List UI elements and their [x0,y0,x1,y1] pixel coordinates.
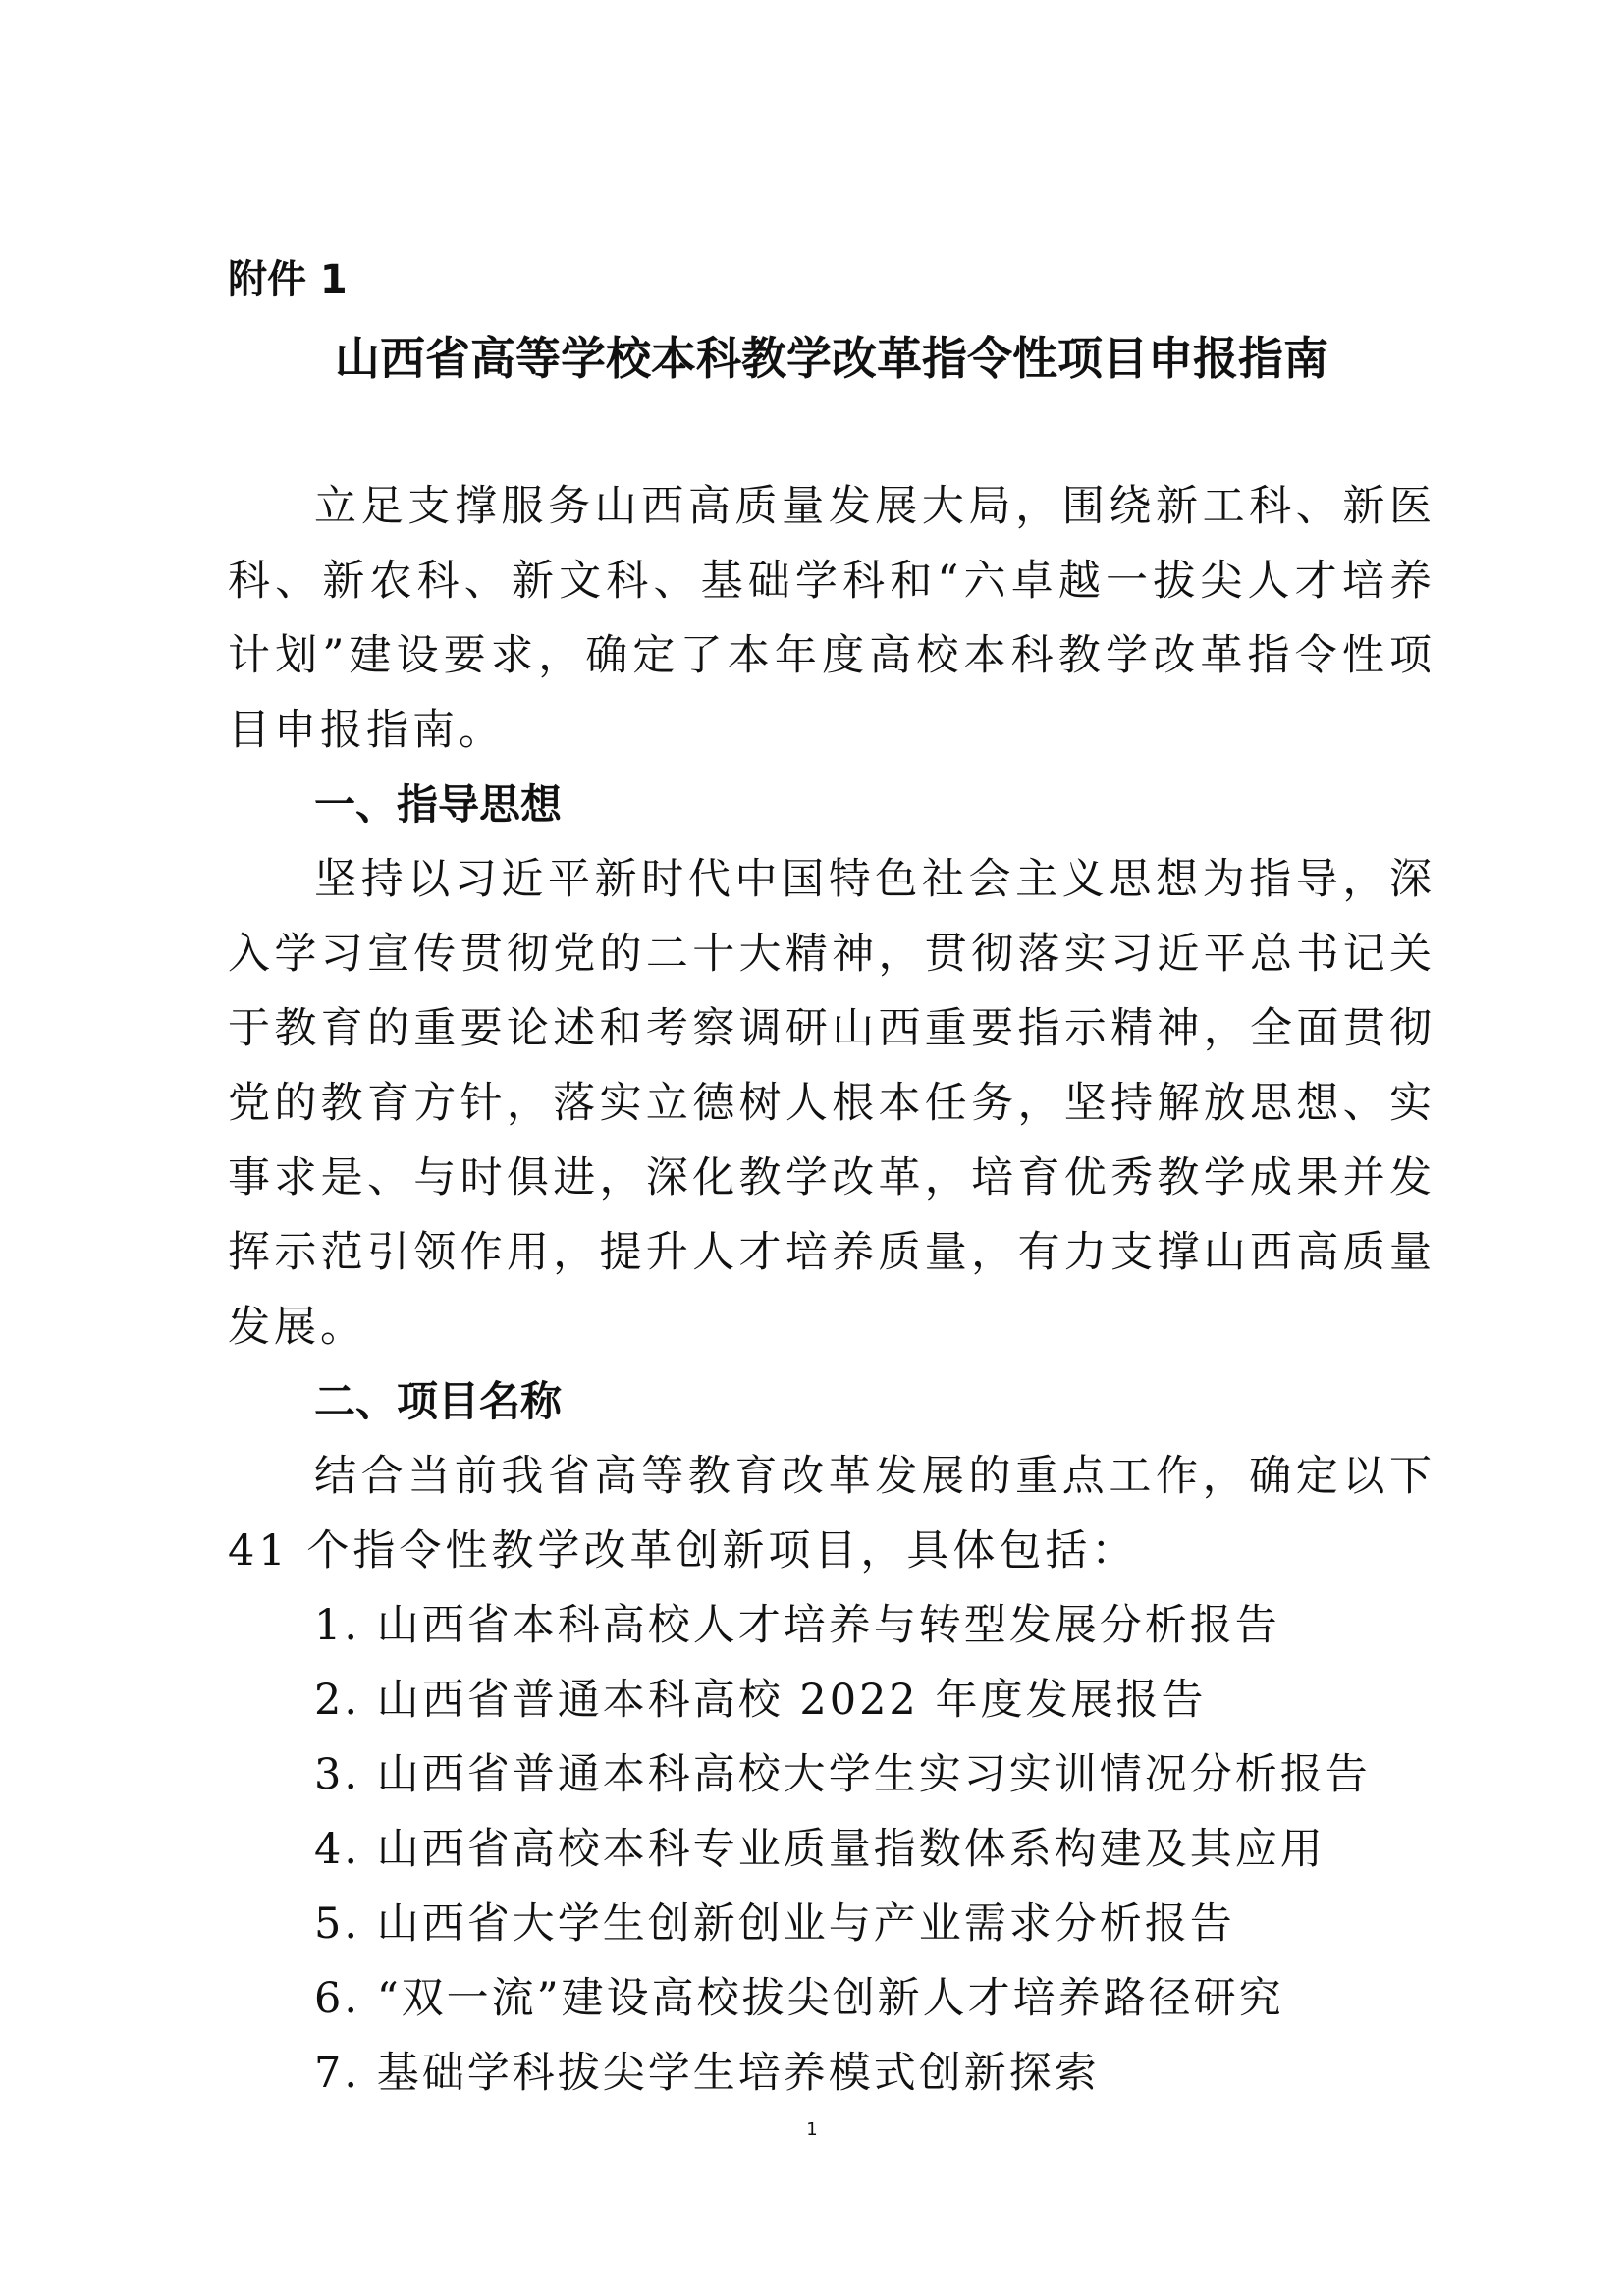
document-body [228,469,1435,2110]
list-item: 2. 山西省普通本科高校 2022 年度发展报告 [314,1676,1207,1725]
intro-paragraph: 立足支撑服务山西高质量发展大局，围绕新工科、新医科、新农科、新文科、基础学科和“六卓越一拔尖人才培养计划”建设要求，确定了本年度高校本科教学改革指令性项目申报指南。 [228,482,1435,755]
attachment-label: 附件 1 [228,257,348,302]
project-list [228,1588,1435,2110]
page-number: 1 [806,2119,818,2140]
list-item: 7. 基础学科拔尖学生培养模式创新探索 [314,2049,1100,2098]
list-item: 3. 山西省普通本科高校大学生实习实训情况分析报告 [314,1750,1371,1799]
list-item: 4. 山西省高校本科专业质量指数体系构建及其应用 [314,1825,1326,1874]
document-title: 山西省高等学校本科教学改革指令性项目申报指南 [335,332,1328,385]
guiding-ideology-paragraph: 坚持以习近平新时代中国特色社会主义思想为指导，深入学习宣传贯彻党的二十大精神，贯彻落实习近平总书记关于教育的重要论述和考察调研山西重要指示精神，全面贯彻党的教育方针，落实立德树人根本任务，坚持解放思想、实事求是、与时俱进，深化教学改革，培育优秀教学成果并发挥示范引领作用，提升人才培养质量，有力支撑山西高质量发展。 [228,855,1435,1352]
list-item: 6. “双一流”建设高校拔尖创新人才培养路径研究 [314,1974,1284,2023]
section-heading-project-names: 二、项目名称 [314,1377,563,1425]
list-item: 1. 山西省本科高校人才培养与转型发展分析报告 [314,1601,1280,1650]
section-heading-guiding-ideology: 一、指导思想 [314,780,563,828]
project-names-paragraph: 结合当前我省高等教育改革发展的重点工作，确定以下 41 个指令性教学改革创新项目，具体包括： [228,1452,1435,1575]
list-item: 5. 山西省大学生创新创业与产业需求分析报告 [314,1899,1235,1949]
